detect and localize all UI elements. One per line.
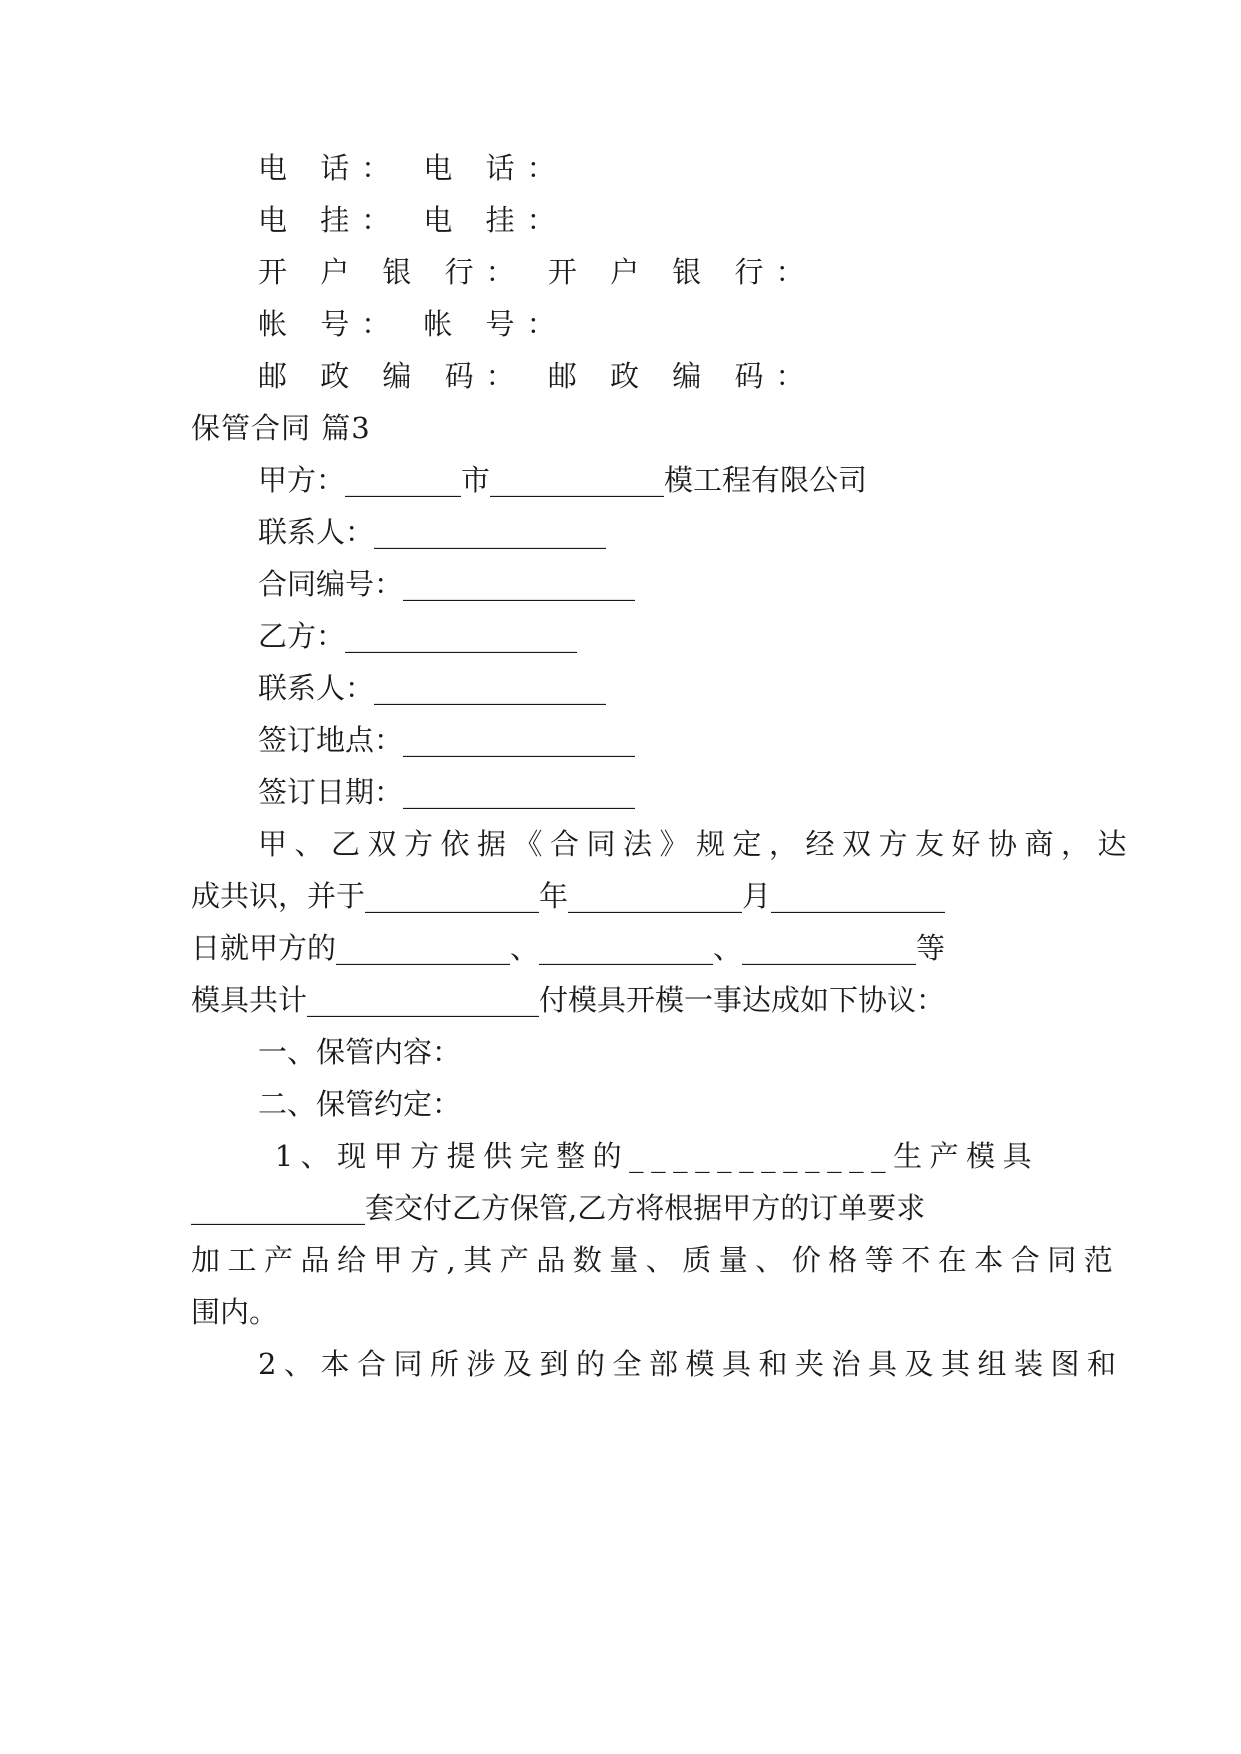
signing-place-line: 签订地点：________________ bbox=[258, 723, 636, 757]
clause-text-line: 围内。 bbox=[191, 1295, 279, 1329]
body-paragraph-line: 日就甲方的____________、____________、____________等 bbox=[191, 931, 946, 965]
clause-heading: 一、保管内容： bbox=[258, 1035, 462, 1069]
clause-text-line: ____________套交付乙方保管,乙方将根据甲方的订单要求 bbox=[191, 1191, 926, 1225]
party-b-line: 乙方：________________ bbox=[258, 619, 578, 653]
account-line: 帐 号： 帐 号： bbox=[258, 307, 568, 341]
clause-text-line: 1、现甲方提供完整的____________生产模具 bbox=[258, 1139, 1040, 1173]
party-a-line: 甲方：________市____________模工程有限公司 bbox=[258, 463, 868, 497]
postcode-line: 邮 政 编 码： 邮 政 编 码： bbox=[258, 359, 817, 393]
phone-line: 电 话： 电 话： bbox=[258, 151, 568, 185]
contact-b-line: 联系人：________________ bbox=[258, 671, 607, 705]
telex-line: 电 挂： 电 挂： bbox=[258, 203, 568, 237]
section-title: 保管合同 篇3 bbox=[191, 411, 371, 445]
body-paragraph-line: 成共识，并于____________年____________月____________ bbox=[191, 879, 946, 913]
body-paragraph-line: 甲、乙双方依据《合同法》规定，经双方友好协商，达 bbox=[258, 827, 1135, 861]
body-paragraph-line: 模具共计________________付模具开模一事达成如下协议： bbox=[191, 983, 946, 1017]
clause-heading: 二、保管约定： bbox=[258, 1087, 462, 1121]
clause-text-line: 加工产品给甲方,其产品数量、质量、价格等不在本合同范 bbox=[191, 1243, 1121, 1277]
contract-number-line: 合同编号：________________ bbox=[258, 567, 636, 601]
bank-line: 开 户 银 行： 开 户 银 行： bbox=[258, 255, 817, 289]
signing-date-line: 签订日期：________________ bbox=[258, 775, 636, 809]
clause-text-line: 2、本合同所涉及到的全部模具和夹治具及其组装图和 bbox=[258, 1347, 1124, 1381]
contact-a-line: 联系人：________________ bbox=[258, 515, 607, 549]
